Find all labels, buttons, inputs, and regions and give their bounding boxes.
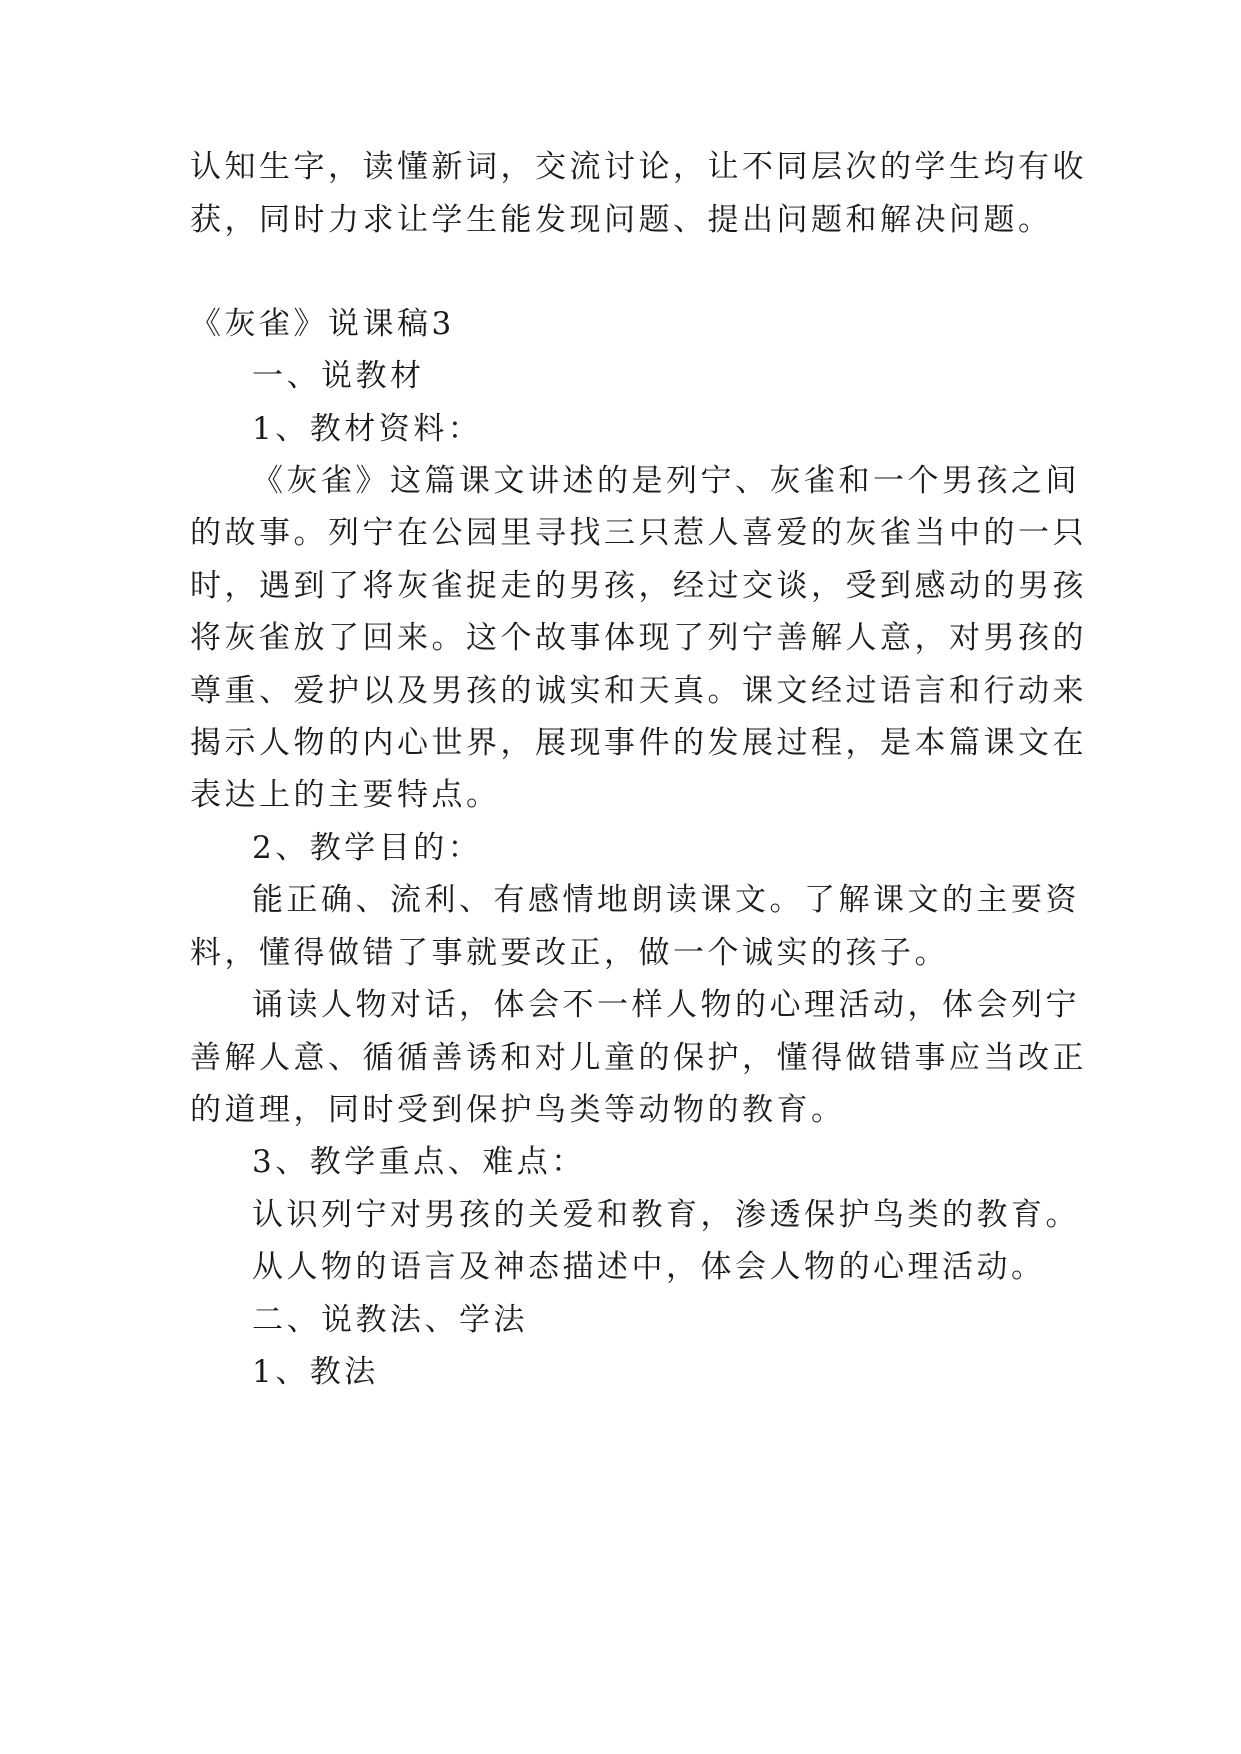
heading: 一、说教材 xyxy=(252,358,425,394)
subheading: 2、教学目的： xyxy=(252,830,483,866)
subheading: 1、教材资料： xyxy=(252,411,483,447)
paragraph-line: 的故事。列宁在公园里寻找三只惹人喜爱的灰雀当中的一只 xyxy=(190,515,1087,551)
paragraph-line: 认识列宁对男孩的关爱和教育，渗透保护鸟类的教育。 xyxy=(252,1197,1080,1233)
text-line: 获，同时力求让学生能发现问题、提出问题和解决问题。 xyxy=(190,202,1053,238)
paragraph-line: 料，懂得做错了事就要改正，做一个诚实的孩子。 xyxy=(190,935,949,971)
paragraph-line: 的道理，同时受到保护鸟类等动物的教育。 xyxy=(190,1092,846,1128)
paragraph-line: 从人物的语言及神态描述中，体会人物的心理活动。 xyxy=(252,1249,1046,1285)
paragraph-line: 将灰雀放了回来。这个故事体现了列宁善解人意，对男孩的 xyxy=(190,620,1087,656)
paragraph-line: 揭示人物的内心世界，展现事件的发展过程，是本篇课文在 xyxy=(190,725,1087,761)
paragraph-line: 尊重、爱护以及男孩的诚实和天真。课文经过语言和行动来 xyxy=(190,673,1087,709)
heading: 二、说教法、学法 xyxy=(252,1302,528,1338)
subheading: 3、教学重点、难点： xyxy=(252,1144,586,1180)
paragraph-line: 《灰雀》这篇课文讲述的是列宁、灰雀和一个男孩之间 xyxy=(252,463,1080,499)
subheading: 1、教法 xyxy=(252,1354,379,1390)
paragraph-line: 表达上的主要特点。 xyxy=(190,777,501,813)
paragraph-line: 时，遇到了将灰雀捉走的男孩，经过交谈，受到感动的男孩 xyxy=(190,568,1087,604)
paragraph-line: 诵读人物对话，体会不一样人物的心理活动，体会列宁 xyxy=(252,987,1080,1023)
paragraph-line: 能正确、流利、有感情地朗读课文。了解课文的主要资 xyxy=(252,882,1080,918)
text-line: 认知生字，读懂新词，交流讨论，让不同层次的学生均有收 xyxy=(190,149,1087,185)
section-title: 《灰雀》说课稿3 xyxy=(190,306,455,342)
paragraph-line: 善解人意、循循善诱和对儿童的保护，懂得做错事应当改正 xyxy=(190,1040,1087,1076)
